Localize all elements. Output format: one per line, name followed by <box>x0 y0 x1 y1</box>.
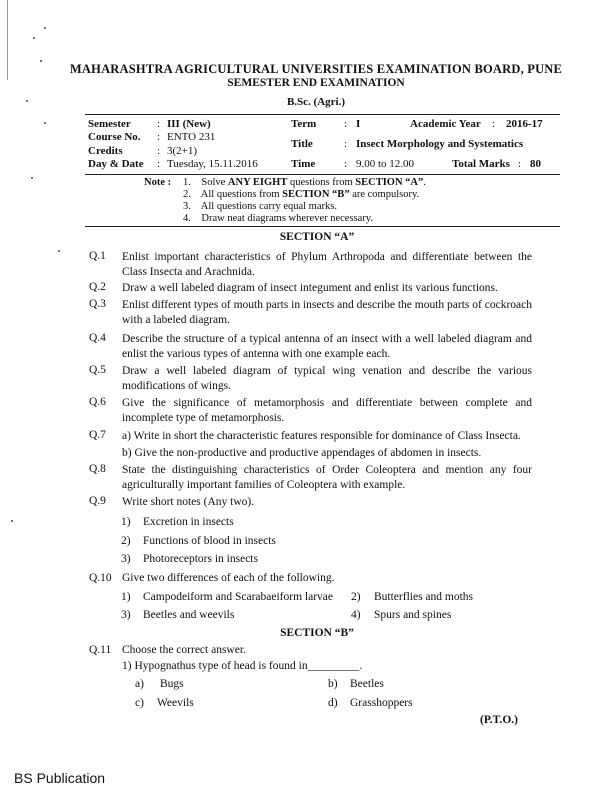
note-number: 3. <box>183 201 191 212</box>
question-text: Choose the correct answer. <box>122 644 246 656</box>
option-number: 4) <box>351 609 361 621</box>
scan-speck <box>58 250 60 252</box>
publisher-footer: BS Publication <box>14 770 106 786</box>
day-date-label: Day & Date <box>88 158 144 170</box>
semester-value: III (New) <box>167 118 211 130</box>
note-item <box>183 213 373 224</box>
question-number: Q.8 <box>89 463 106 475</box>
question-text: Write short notes (Any two). <box>122 496 255 508</box>
note-text: . <box>423 177 426 188</box>
note-number: 2. <box>183 189 191 200</box>
mcq-option: Beetles <box>350 678 384 690</box>
semester-label: Semester <box>88 118 131 130</box>
title-label: Title <box>291 138 313 150</box>
note-text: questions from <box>287 177 356 188</box>
option-text: Campodeiform and Scarabaeiform larvae <box>143 591 333 603</box>
question-number: Q.6 <box>89 396 106 408</box>
colon: : <box>157 131 161 143</box>
scan-speck <box>11 520 13 522</box>
mcq-letter: b) <box>328 678 338 690</box>
question-text: Describe the structure of a typical antenna of an insect with a well labeled diagram and enlist the various types of antenna with one example each. <box>122 333 532 360</box>
total-marks-label: Total Marks <box>452 158 510 170</box>
note-label: Note : <box>144 177 172 188</box>
mcq-option: Grasshoppers <box>350 697 413 709</box>
question-text: Draw a well labeled diagram of insect integument and enlist its various functions. <box>122 282 498 294</box>
colon: : <box>344 118 348 130</box>
mcq-stem: 1) Hypognathus type of head is found in_________. <box>122 660 363 672</box>
option-number: 1) <box>121 516 131 528</box>
scan-speck <box>44 122 46 124</box>
note-number: 4. <box>183 213 191 224</box>
info-bottom-rule <box>85 174 560 175</box>
note-text: Draw neat diagrams wherever necessary. <box>201 213 373 224</box>
note-bold: SECTION “A” <box>355 177 424 188</box>
colon: : <box>157 145 161 157</box>
info-top-rule <box>85 114 560 115</box>
course-value: ENTO 231 <box>167 131 216 143</box>
option-text: Functions of blood in insects <box>143 535 276 547</box>
colon: : <box>518 158 522 170</box>
question-number: Q.7 <box>89 429 106 441</box>
credits-label: Credits <box>88 145 123 157</box>
question-text: a) Write in short the characteristic features responsible for dominance of Class Insecta. <box>122 430 521 442</box>
note-item <box>183 201 337 212</box>
scan-speck <box>44 27 46 29</box>
option-text: Excretion in insects <box>143 516 234 528</box>
question-text: Give the significance of metamorphosis and differentiate between complete and incomplete type of metamorphosis. <box>122 397 532 424</box>
course-label: Course No. <box>88 131 141 143</box>
question-number: Q.2 <box>89 281 106 293</box>
question-text: Enlist different types of mouth parts in insects and describe the mouth parts of cockroach with a labeled diagram. <box>122 299 532 326</box>
note-text: All questions from <box>200 189 283 200</box>
term-label: Term <box>291 118 317 130</box>
section-a-heading: SECTION “A” <box>279 231 355 243</box>
colon: : <box>492 118 496 130</box>
academic-year-label: Academic Year <box>410 118 481 130</box>
mcq-letter: a) <box>135 678 144 690</box>
option-text: Butterflies and moths <box>374 591 474 603</box>
exam-name: SEMESTER END EXAMINATION <box>227 77 405 89</box>
question-number: Q.3 <box>89 298 106 310</box>
note-number: 1. <box>183 177 191 188</box>
note-bold: ANY EIGHT <box>227 177 288 188</box>
mcq-option: Bugs <box>160 678 184 690</box>
question-text: State the distinguishing characteristics of Order Coleoptera and mention any four agriculturally important families of Coleoptera with example. <box>122 464 532 491</box>
colon: : <box>344 158 348 170</box>
section-b-heading: SECTION “B” <box>280 627 354 639</box>
option-number: 2) <box>121 535 131 547</box>
question-text: Draw a well labeled diagram of typical wing venation and describe the various modifications of wings. <box>122 365 532 392</box>
notes-bottom-rule <box>85 226 560 227</box>
colon: : <box>344 138 348 150</box>
question-text: Enlist important characteristics of Phylum Arthropoda and differentiate between the Class Insecta and Arachnida. <box>122 251 532 278</box>
question-text-part-b: b) Give the non-productive and productive appendages of abdomen in insects. <box>122 447 482 459</box>
scan-speck <box>33 37 35 39</box>
option-text: Beetles and weevils <box>143 609 235 621</box>
question-number: Q.5 <box>89 364 106 376</box>
academic-year-value: 2016-17 <box>506 118 543 130</box>
question-number: Q.4 <box>89 332 106 344</box>
question-number: Q.9 <box>89 495 106 507</box>
option-number: 3) <box>121 553 131 565</box>
option-number: 2) <box>351 591 361 603</box>
note-bold: SECTION “B” <box>282 189 350 200</box>
option-number: 1) <box>121 591 131 603</box>
note-text: are compulsory. <box>349 189 420 200</box>
exam-board-title: MAHARASHTRA AGRICULTURAL UNIVERSITIES EXAMINATION BOARD, PUNE <box>69 62 563 76</box>
note-item <box>183 189 419 200</box>
degree-name: B.Sc. (Agri.) <box>286 96 346 108</box>
option-text: Photoreceptors in insects <box>143 553 258 565</box>
mcq-letter: d) <box>328 697 338 709</box>
total-marks-value: 80 <box>530 158 541 170</box>
colon: : <box>157 158 161 170</box>
day-date-value: Tuesday, 15.11.2016 <box>167 158 258 170</box>
credits-value: 3(2+1) <box>167 145 198 157</box>
course-title-value: Insect Morphology and Systematics <box>356 138 524 150</box>
question-number: Q.11 <box>89 644 112 656</box>
colon: : <box>157 118 161 130</box>
note-text: All questions carry equal marks. <box>200 201 337 212</box>
question-number: Q.10 <box>89 572 112 584</box>
time-value: 9.00 to 12.00 <box>356 158 415 170</box>
time-label: Time <box>291 158 316 170</box>
term-value: I <box>356 118 361 130</box>
option-text: Spurs and spines <box>374 609 452 621</box>
note-text: Solve <box>201 177 228 188</box>
question-number: Q.1 <box>89 250 106 262</box>
scan-speck <box>31 177 33 179</box>
pto-marker: (P.T.O.) <box>480 714 519 726</box>
mcq-letter: c) <box>135 697 144 709</box>
question-text: Give two differences of each of the following. <box>122 572 335 584</box>
mcq-option: Weevils <box>157 697 194 709</box>
note-item <box>183 177 426 188</box>
option-number: 3) <box>121 609 131 621</box>
